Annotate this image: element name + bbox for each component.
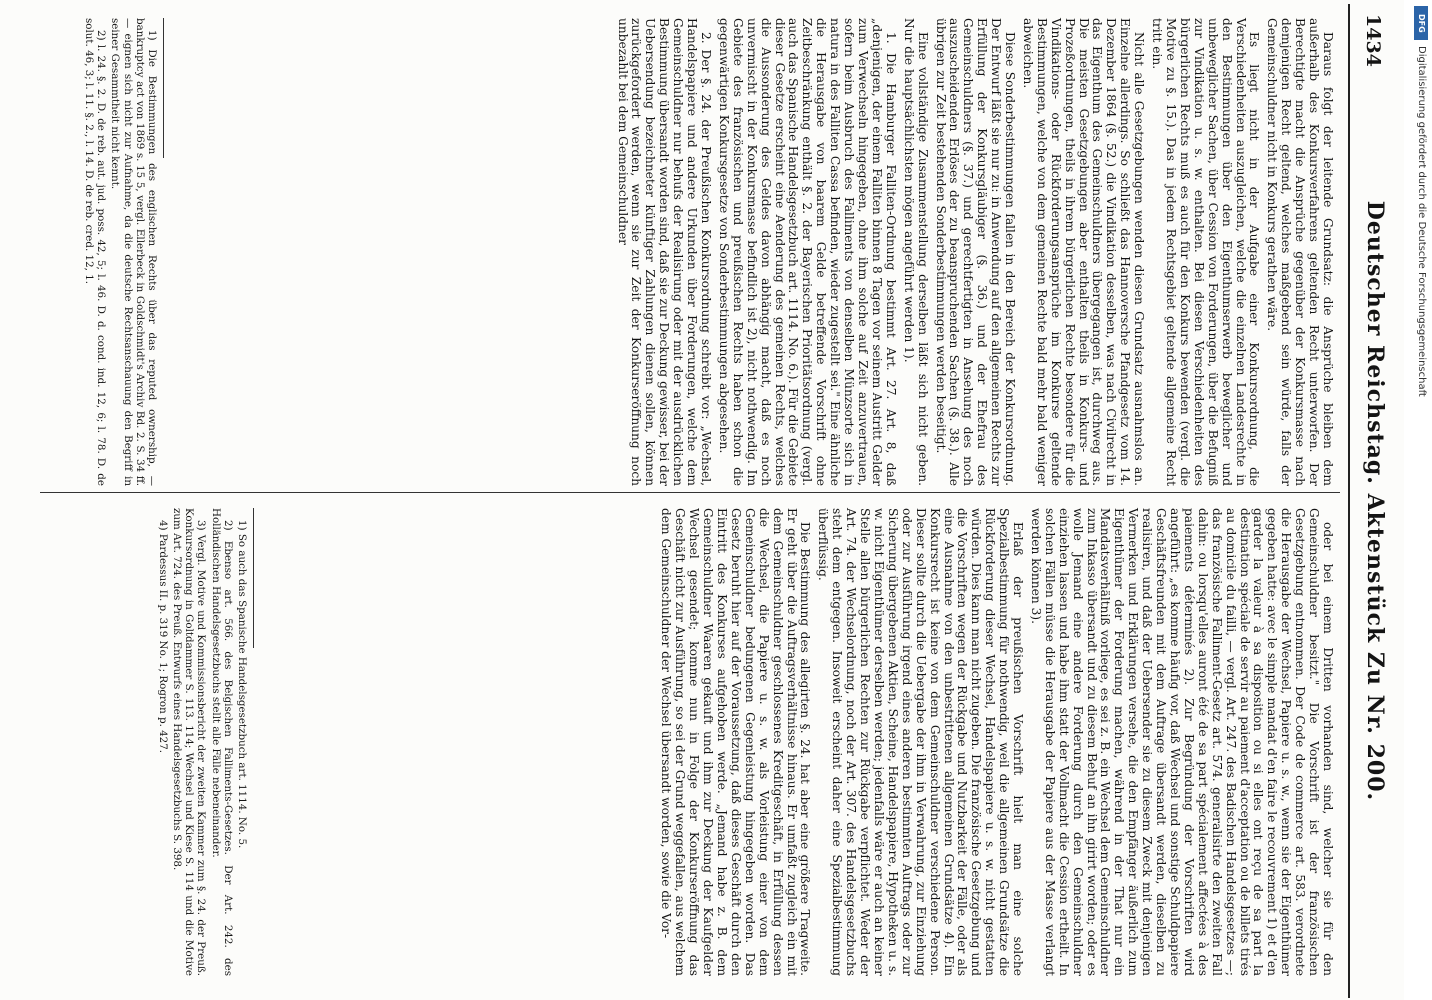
footnote: 1) So auch das Spanische Handelsgesetzbuch art. 1114. No. 5.	[236, 520, 248, 849]
paragraph: Diese Sonderbestimmungen fallen in den Bereich der Konkursordnung. Der Entwurf läßt sie nur zu: in Anwendung auf den allgemeinen Rechts zur Erfüllung der Konkursgläubiger (§. 36.) und der Ehefrau des Gemeinschuldners (§. 37.) und gerechtfertigten in Ansehung des noch auszuscheidenden Erlöses der zu beanspruchenden Sachen (§. 38.). Alle übrigen zur Zeit bestehenden Sonderbestimmungen werden beseitigt.	[933, 18, 1018, 486]
paragraph: 2. Der §. 24. der Preußischen Konkursordnung schreibt vor: „Wechsel, Handelspapiere und andere Urkunden über Forderungen, welche dem Gemeinschuldner nur behufs der Realisirung oder mit der ausdrücklichen Bestimmung übersandt worden sind, daß sie zur Deckung gewisser, bei der Uebersendung bezeichneter künftiger Zahlungen dienen sollen, können zurückgefordert werden, wenn sie zur Zeit der Konkurseröffnung noch unbezahlt bei dem Gemeinschuldner	[615, 18, 714, 487]
footnote: 2) l. 24. §. 2. D. de reb. aut. jud. poss. 42, 5; l. 46. D. d. cond. ind. 12, 6; l. 78. D. de solut. 46, 3; l. 11. §. 2., l. 14. D. de reb. cred. 12, 1.	[82, 18, 108, 486]
paragraph: Nicht alle Gesetzgebungen wenden diesen Grundsatz ausnahmslos an. Einzelne allerdings. So schließt das Hannoversche Pfandgesetz vom 14. Dezember 1864 (§. 52.) die Vindikation desselben, was nach Civilrecht in das Eigenthum des Gemeinschuldners übergegangen ist, durchweg aus. Die meisten Gesetzgebungen aber enthalten theils in Konkurs- und Prozeßordnungen, theils in ihrem bürgerlichen Rechte besondere für die Vindikations- oder Rückforderungsansprüche im Konkurse geltende Bestimmungen, welche von dem gemeinen Rechte bald mehr bald weniger abweichen.	[1020, 18, 1147, 486]
right-footnotes	[155, 508, 254, 976]
footnote: 4) Pardessus II. p. 319 No. 1; Rogron p. 427.	[156, 520, 169, 754]
paragraph: Es liegt nicht in der Aufgabe einer Konkursordnung, die Verschiedenheiten auszugleichen, welche die einzelnen Landesrechte in den Bestimmungen über den Eigenthumserwerb beweglicher und unbeweglicher Sachen, über Cession von Forderungen, über die Befugniß zur Vindikation u. s. w. enthalten. Bei diesen Verschiedenheiten des bürgerlichen Rechts muß es auch für den Konkurs bewenden (vergl. die Motive zu §. 15.). Das in jedem Rechtsgebiet geltende allgemeine Recht tritt ein.	[1150, 18, 1262, 486]
footnote: 1) Die Bestimmungen des englischen Rechts über das reputed ownership, — bankruptcy act von 1869 s. 15 5, vergl. Ellerbeck in Goldschmidt's Archiv Bd. 2. S. 34 ff. — eignen sich nicht zur Aufnahme, da die deutsche Rechtsanschauung den Begriff in seiner Gesammtheit nicht kennt.	[109, 18, 158, 486]
column-divider	[40, 492, 1340, 493]
paragraph: Eine vollständige Zusammenstellung derselben läßt sich nicht geben. Nur die hauptsächlichsten mögen angeführt werden 1).	[901, 18, 930, 486]
footnote: 3) Vergl. Motive und Kommissionsbericht der zweiten Kammer zum §. 24. der Preuß. Konkursordnung in Goltdammer S. 113. 114; Wechsel und Kiese S. 114 und die Motive zum Art. 724. des Preuß. Entwurfs eines Handelsgesetzbuchs S. 398.	[170, 508, 208, 976]
paragraph: Die Bestimmung des allegirten §. 24. hat aber eine größere Tragweite. Er geht über die Auftragsverhältnisse hinaus. Er umfaßt zugleich ein mit dem Gemeinschuldner geschlossenes Kreditgeschäft, in Erfüllung dessen die Wechsel, die Papiere u. s. w. als Vorleistung einer von dem Gemeinschuldner bedungenen Gegenleistung hingegeben worden. Das Gesetz beruht hier auf der Voraussetzung, daß dieses Geschäft durch den Eintritt des Konkurses aufgehoben werde. „Jemand habe z. B. dem Gemeinschuldner Waaren gekauft und ihm zur Deckung der Kaufgelder Wechsel gesendet; komme nun in Folge der Konkurseröffnung das Geschäft nicht zur Ausführung, so sei der Grund weggefallen, aus welchem dem Gemeinschuldner der Wechsel übersandt worden, sowie die Vor-	[659, 508, 813, 976]
footnote-rule	[163, 18, 164, 158]
left-column	[611, 18, 1334, 486]
dfg-logo: DFG	[1414, 6, 1428, 40]
page-header	[1348, 4, 1396, 998]
footnote-rule	[253, 508, 254, 648]
digitization-notice: Digitalisierung gefördert durch die Deutsche Forschungsgemeinschaft	[1416, 46, 1427, 397]
paragraph: Daraus folgt der leitende Grundsatz: die Ansprüche bleiben dem außerhalb des Konkursverfahrens geltenden Recht unterworfen. Der Berechtigte macht die Ansprüche gegenüber der Konkursmasse nach demjenigen Recht geltend, welches maßgebend sein würde, falls der Gemeinschuldner nicht in Konkurs gerathen wäre.	[1265, 18, 1335, 486]
left-footnotes	[81, 18, 164, 486]
paragraph: 1. Die Hamburger Falliten-Ordnung bestimmt Art. 27. Art. 8, daß „denjenigen, der einem Falliten binnen 8 Tagen vor seinem Austritt Gelder zum Verwechseln hingegeben, ohne ihm solche auf Zeit anzuvertrauen, sofern beim Ausbruch des Falliments von denselben Münzsorte sich in natura in des Falliten Cassa befinden, wieder zugestellt sei." Eine ähnliche die Herausgabe von baarem Gelde betreffende Vorschrift ohne Zeitbeschränkung enthält §. 2. der Bayerischen Prioritätsordnung (vergl. auch das Spanische Handelsgesetzbuch art. 1114. No. 6.). Für die Gebiete dieser Gesetze erscheint eine Aenderung des gemeinen Rechts, welches die Aussonderung des Geldes davon abhängig macht, daß es noch unvermischt in der Konkursmasse befindlich ist 2), nicht nothwendig. Im Gebiete des französischen und preußischen Rechts haben schon die gegenwärtigen Konkursgesetze von Sonderbestimmungen abgesehen.	[716, 18, 898, 486]
page-number: 1434	[1362, 14, 1384, 67]
paragraph: oder bei einem Dritten vorhanden sind, welcher sie für den Gemeinschuldner besitzt." Die Vorschrift ist der französischen Gesetzgebung entnommen. Der Code de commerce art. 583. verordnete die Herausgabe der Wechsel, Papiere u. s. w., wenn sie der Eigenthümer gegeben hatte: avec le simple mandat d'en faire le recouvrement 1) et d'en garder la valeur à sa disposition ou si elles ont reçu de sa part la destination spéciale de servir au paiement d'acceptation ou de billets tirés au domicile du failli, — vergl. Art. 247. des Badischen Handelsgesetzes —; das französische Falliment-Gesetz art. 574. generalisirte den zweiten Fall dahin: ou lorsqu'elles auront été de sa part spécialement affectées à des paiements déterminés 2). Zur Begründung der Vorschriften wird angeführt: „es komme häufig vor, daß Wechsel und sonstige Schuldpapiere Geschäftsfreunden mit dem Auftrage übersandt werden, dieselben zu realisiren, und daß der Uebersender sie zu diesem Zweck mit denjenigen Vermerken und Erklärungen versehe, die den Empfänger äußerlich zum Eigenthümer der Forderung machen, während in der That nur ein Mandatsverhältniß vorliege, es sei z. B. ein Wechsel dem Gemeinschuldner zum Inkasso übersandt und zu diesem Behuf an ihn girirt worden; oder es wolle Jemand eine andere Forderung durch den Gemeinschuldner einziehen lassen und habe ihm statt der Vollmacht die Cession ertheilt. In solchen Fällen müsse die Herausgabe der Papiere aus der Masse verlangt werden können 3).	[1028, 508, 1335, 976]
rotated-document	[32, 0, 1400, 1000]
right-column	[655, 508, 1335, 976]
running-title: Deutscher Reichstag. Aktenstück Zu Nr. 200.	[1362, 200, 1388, 802]
paragraph: Erlaß der preußischen Vorschrift hielt man eine solche Spezialbestimmung für nothwendig, weil die allgemeinen Grundsätze die Rückforderung dieser Wechsel, Handelspapiere u. s. w. nicht gestatten würden. Dies kann man nicht zugeben. Die französische Gesetzgebung und die Vorschriften wegen der Rückgabe und Nutzbarkeit der Fälle, oder als eine Ausnahme von den unbestrittenen allgemeinen Grundsätze 4). Ein Konkursrecht ist keine von dem Gemeinschuldner verschiedene Person. Dieser sollte durch die Uebergabe der ihm in Verwahrung, zur Einziehung oder zur Ausführung irgend eines anderen bestimmten Auftrags oder zur Sicherung übergebenen Aktien, Scheine, Handelspapiere, Hypotheken u. s. w. nicht Eigenthümer derselben werden; jedenfalls wäre er auch an keiner Stelle allen bürgerlichen Rechten zur Rückgabe verpflichtet. Weder der Art. 74. der Wechselordnung, noch der Art. 307. des Handelsgesetzbuchs steht dem entgegen. Insoweit erscheint daher eine Spezialbestimmung überflüssig.	[816, 508, 1026, 976]
footnote: 2) Ebenso art. 566. des Belgischen Falliments-Gesetzes. Der Art. 242. des Holländischen Handelsgesetzbuchs stellt alle Fälle nebeneinander.	[209, 508, 234, 976]
